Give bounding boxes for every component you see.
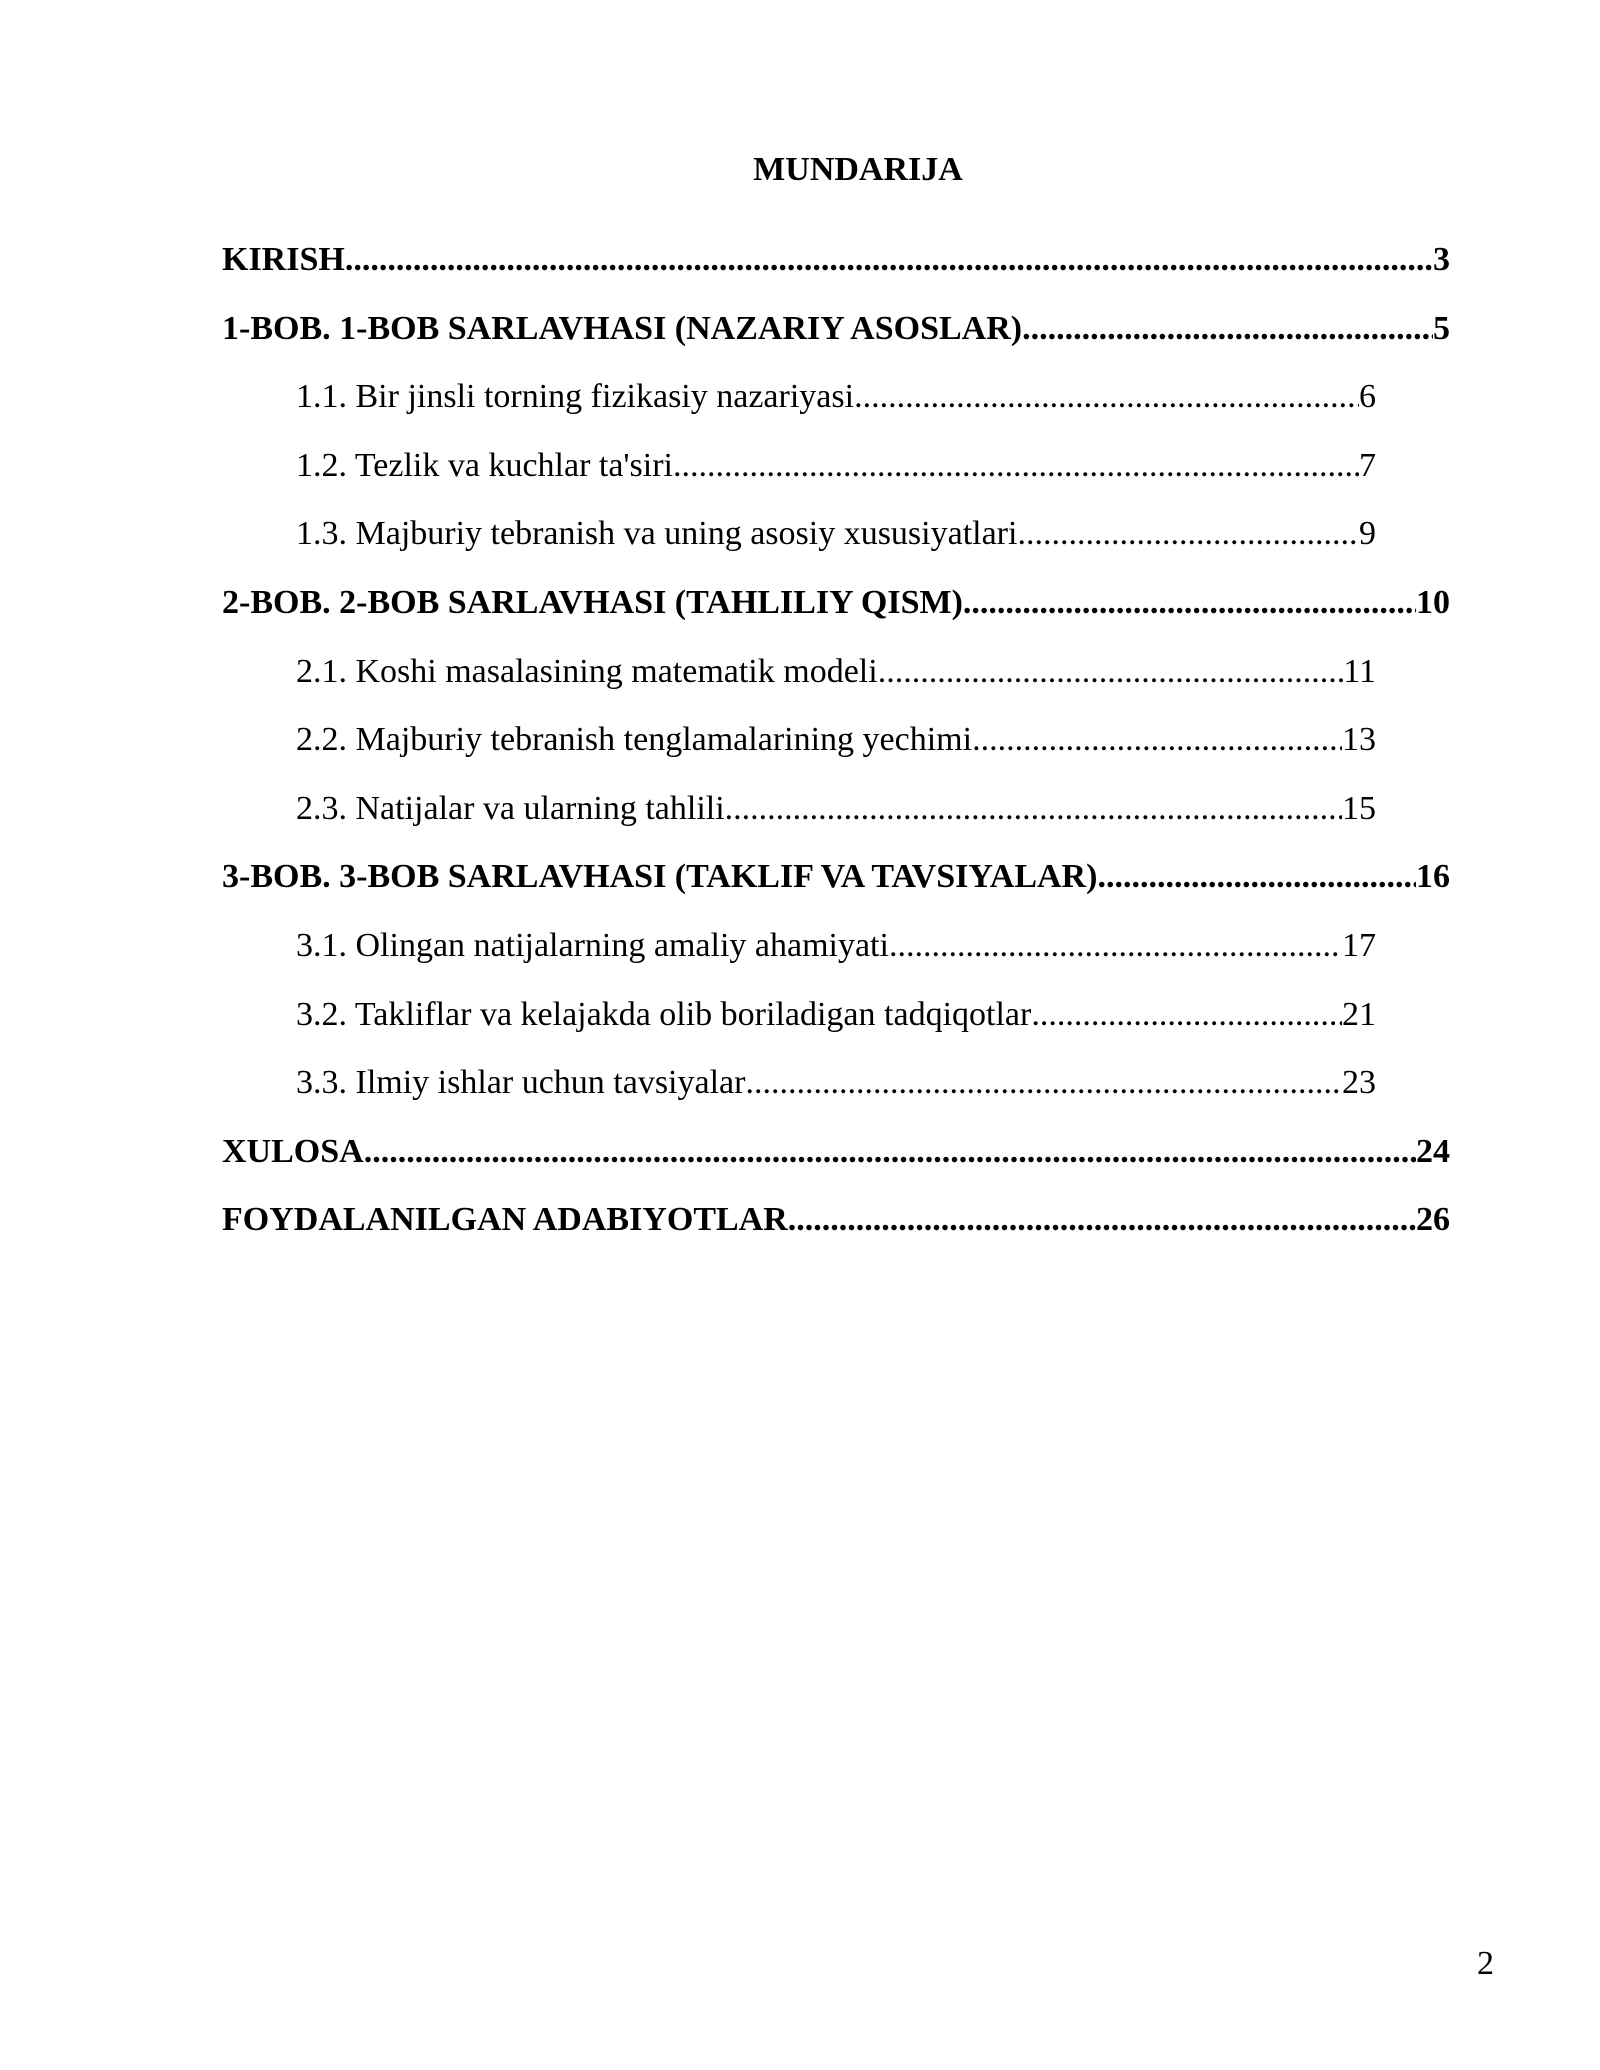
toc-dot-leader (889, 924, 1342, 968)
toc-chapter-entry[interactable] (222, 855, 1450, 924)
toc-entry-title: 1.1. Bir jinsli torning fizikasiy nazariyasi (296, 378, 855, 416)
toc-dot-leader (1022, 307, 1433, 351)
toc-entry-page-number: 9 (1359, 515, 1376, 553)
toc-chapter-entry[interactable] (222, 1130, 1450, 1199)
toc-entry-page-number: 26 (1416, 1201, 1450, 1239)
toc-entry-title: 3-BOB. 3-BOB SARLAVHASI (TAKLIF VA TAVSIYALAR) (222, 858, 1098, 896)
toc-entry-page-number: 23 (1342, 1064, 1376, 1102)
toc-entry-page-number: 24 (1416, 1132, 1450, 1170)
toc-entry-title: 2-BOB. 2-BOB SARLAVHASI (TAHLILIY QISM) (222, 583, 963, 621)
toc-entry-page-number: 16 (1416, 858, 1450, 896)
toc-section-entry[interactable] (296, 444, 1376, 513)
toc-section-entry[interactable] (296, 375, 1376, 444)
toc-entry-title: 3.2. Takliflar va kelajakda olib boriladigan tadqiqotlar (296, 995, 1032, 1033)
toc-dot-leader (1031, 993, 1342, 1037)
toc-section-entry[interactable] (296, 787, 1376, 856)
toc-chapter-entry[interactable] (222, 238, 1450, 307)
toc-dot-leader (364, 1130, 1416, 1174)
toc-entry-title: 2.2. Majburiy tebranish tenglamalarining yechimi (296, 721, 973, 759)
toc-entry-title: XULOSA (222, 1132, 364, 1170)
toc-section-entry[interactable] (296, 512, 1376, 581)
toc-entry-page-number: 21 (1342, 995, 1376, 1033)
toc-entry-title: 3.3. Ilmiy ishlar uchun tavsiyalar (296, 1064, 746, 1102)
toc-entry-page-number: 7 (1359, 446, 1376, 484)
toc-dot-leader (725, 787, 1342, 831)
toc-section-entry[interactable] (296, 650, 1376, 719)
toc-entry-title: 1.3. Majburiy tebranish va uning asosiy xususiyatlari (296, 515, 1018, 553)
table-of-contents (0, 238, 1600, 1267)
toc-entry-title: 2.1. Koshi masalasining matematik modeli (296, 652, 878, 690)
toc-chapter-entry[interactable] (222, 307, 1450, 376)
toc-entry-page-number: 5 (1433, 309, 1450, 347)
toc-chapter-entry[interactable] (222, 581, 1450, 650)
toc-section-entry[interactable] (296, 718, 1376, 787)
toc-entry-page-number: 6 (1359, 378, 1376, 416)
toc-dot-leader (972, 718, 1342, 762)
toc-dot-leader (345, 238, 1433, 282)
toc-section-entry[interactable] (296, 924, 1376, 993)
toc-dot-leader (745, 1061, 1342, 1105)
toc-dot-leader (854, 375, 1359, 419)
toc-dot-leader (878, 650, 1344, 694)
toc-entry-title: KIRISH (222, 241, 345, 278)
toc-dot-leader (673, 444, 1359, 488)
page-number: 2 (1477, 1945, 1494, 1982)
toc-entry-title: 1.2. Tezlik va kuchlar ta'siri (296, 446, 674, 484)
toc-entry-page-number: 10 (1416, 583, 1450, 621)
toc-entry-title: FOYDALANILGAN ADABIYOTLAR (222, 1201, 788, 1239)
toc-entry-page-number: 11 (1343, 652, 1376, 690)
toc-dot-leader (1017, 512, 1359, 556)
toc-section-entry[interactable] (296, 993, 1376, 1062)
toc-entry-page-number: 15 (1342, 789, 1376, 827)
toc-dot-leader (1097, 855, 1416, 899)
toc-entry-title: 3.1. Olingan natijalarning amaliy ahamiyati (296, 926, 889, 964)
toc-entry-title: 1-BOB. 1-BOB SARLAVHASI (NAZARIY ASOSLAR) (222, 309, 1023, 347)
toc-chapter-entry[interactable] (222, 1198, 1450, 1267)
toc-entry-page-number: 13 (1342, 721, 1376, 759)
toc-title: MUNDARIJA (753, 151, 963, 188)
toc-dot-leader (788, 1198, 1416, 1242)
toc-entry-page-number: 3 (1433, 241, 1450, 278)
toc-entry-title: 2.3. Natijalar va ularning tahlili (296, 789, 725, 827)
toc-entry-page-number: 17 (1342, 926, 1376, 964)
toc-dot-leader (963, 581, 1416, 625)
toc-section-entry[interactable] (296, 1061, 1376, 1130)
